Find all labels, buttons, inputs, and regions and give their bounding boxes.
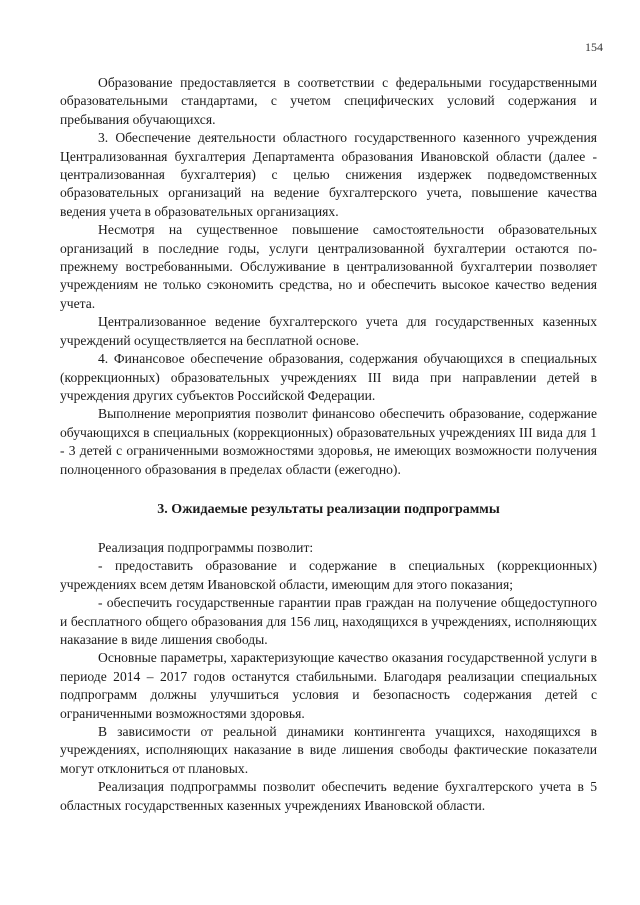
paragraph: 3. Обеспечение деятельности областного государственного казенного учреждения Централизованная бухгалтерия Департамента образования Ивановской области (далее - централизованная бухгалтерия) с целью снижения издержек подведомственных образовательных организаций на ведение бухгалтерского учета, повышение качества ведения учета в образовательных организациях. [60,130,597,219]
list-item: - обеспечить государственные гарантии прав граждан на получение общедоступного и бесплатного общего образования для 156 лиц, находящихся в учреждениях, исполняющих наказание в виде лишения свободы. [60,595,597,647]
paragraph: Несмотря на существенное повышение самостоятельности образовательных организаций в последние годы, услуги централизованной бухгалтерии остаются по-прежнему востребованными. Обслуживание в централизованной бухгалтерии позволяет учреждениям не только сэкономить средства, но и обеспечить высокое качество ведения учета. [60,222,597,311]
list-item: - предоставить образование и содержание в специальных (коррекционных) учреждениях всем детям Ивановской области, имеющим для этого показания; [60,558,597,592]
paragraph: Основные параметры, характеризующие качество оказания государственной услуги в периоде 2014 – 2017 годов останутся стабильными. Благодаря реализации специальных подпрограмм должны улучшиться условия и безопасность содержания детей с ограниченными возможностями здоровья. [60,650,597,721]
paragraph: Выполнение мероприятия позволит финансово обеспечить образование, содержание обучающихся в специальных (коррекционных) образовательных учреждениях III вида для 1 - 3 детей с ограниченными возможностями здоровья, не имеющих возможности получения полноценного образования в пределах области (ежегодно). [60,406,597,477]
paragraph: Реализация подпрограммы позволит: [98,539,314,555]
section-heading: 3. Ожидаемые результаты реализации подпрограммы [157,501,500,517]
paragraph: В зависимости от реальной динамики контингента учащихся, находящихся в учреждениях, исполняющих наказание в виде лишения свободы фактические показатели могут отклониться от плановых. [60,724,597,776]
paragraph: Образование предоставляется в соответствии с федеральными государственными образовательными стандартами, с учетом специфических условий содержания и пребывания обучающихся. [60,75,597,127]
paragraph: Реализация подпрограммы позволит обеспечить ведение бухгалтерского учета в 5 областных государственных казенных учреждениях Ивановской области. [60,779,597,813]
document-body [60,74,597,815]
page-number: 154 [585,40,603,54]
paragraph: Централизованное ведение бухгалтерского учета для государственных казенных учреждений осуществляется на бесплатной основе. [60,314,597,348]
paragraph: 4. Финансовое обеспечение образования, содержания обучающихся в специальных (коррекционных) образовательных учреждениях III вида при направлении детей в учреждения других субъектов Российской Федерации. [60,351,597,403]
